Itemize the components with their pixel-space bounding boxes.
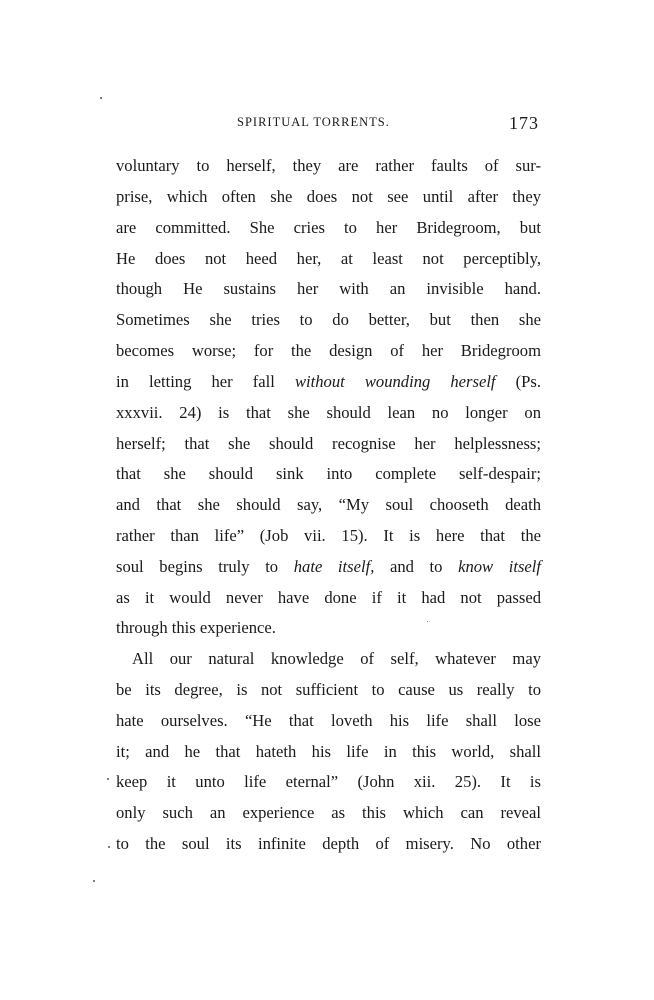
italic-phrase: know itself xyxy=(458,557,541,576)
text-line: through this experience. xyxy=(116,618,276,637)
italic-phrase: hate itself, xyxy=(293,557,375,576)
text-line-with-italic xyxy=(116,372,541,392)
text-line: it; and he that hateth his life in this world, shall xyxy=(116,742,541,761)
text-segment: in letting her fall xyxy=(116,372,295,391)
text-line: though He sustains her with an invisible hand. xyxy=(116,279,541,298)
page-number: 173 xyxy=(509,113,539,133)
text-line: keep it unto life eternal” (John xii. 25). It is xyxy=(116,772,541,791)
text-line: He does not heed her, at least not perceptibly, xyxy=(116,249,541,268)
text-line: and that she should say, “My soul chooseth death xyxy=(116,495,541,514)
running-title: SPIRITUAL TORRENTS. xyxy=(237,115,390,129)
text-segment: (Ps. xyxy=(495,372,541,391)
text-line: Sometimes she tries to do better, but then she xyxy=(116,310,541,329)
scan-speck xyxy=(107,778,109,780)
text-line: voluntary to herself, they are rather faults of sur- xyxy=(116,156,541,175)
text-line: only such an experience as this which can reveal xyxy=(116,803,541,822)
scan-speck xyxy=(108,846,110,848)
text-segment: and to xyxy=(374,557,459,576)
text-line: xxxvii. 24) is that she should lean no longer on xyxy=(116,403,541,422)
text-line: that she should sink into complete self-despair; xyxy=(116,464,541,483)
text-line: rather than life” (Job vii. 15). It is here that the xyxy=(116,526,541,545)
text-line: All our natural knowledge of self, whatever may xyxy=(132,649,541,668)
text-line: to the soul its infinite depth of misery. No other xyxy=(116,834,541,853)
text-line: as it would never have done if it had not passed xyxy=(116,588,541,607)
text-line: be its degree, is not sufficient to cause us really to xyxy=(116,680,541,699)
text-segment: soul begins truly to xyxy=(116,557,294,576)
scan-speck xyxy=(100,97,102,99)
text-line: hate ourselves. “He that loveth his life shall lose xyxy=(116,711,541,730)
text-line: herself; that she should recognise her helplessness; xyxy=(116,434,541,453)
scan-speck xyxy=(427,621,428,622)
text-line: prise, which often she does not see until after they xyxy=(116,187,541,206)
text-line: becomes worse; for the design of her Bridegroom xyxy=(116,341,541,360)
italic-phrase: without wounding herself xyxy=(294,372,496,391)
text-line-with-italic xyxy=(116,557,541,577)
scan-speck xyxy=(93,880,95,882)
text-line: are committed. She cries to her Bridegroom, but xyxy=(116,218,541,237)
